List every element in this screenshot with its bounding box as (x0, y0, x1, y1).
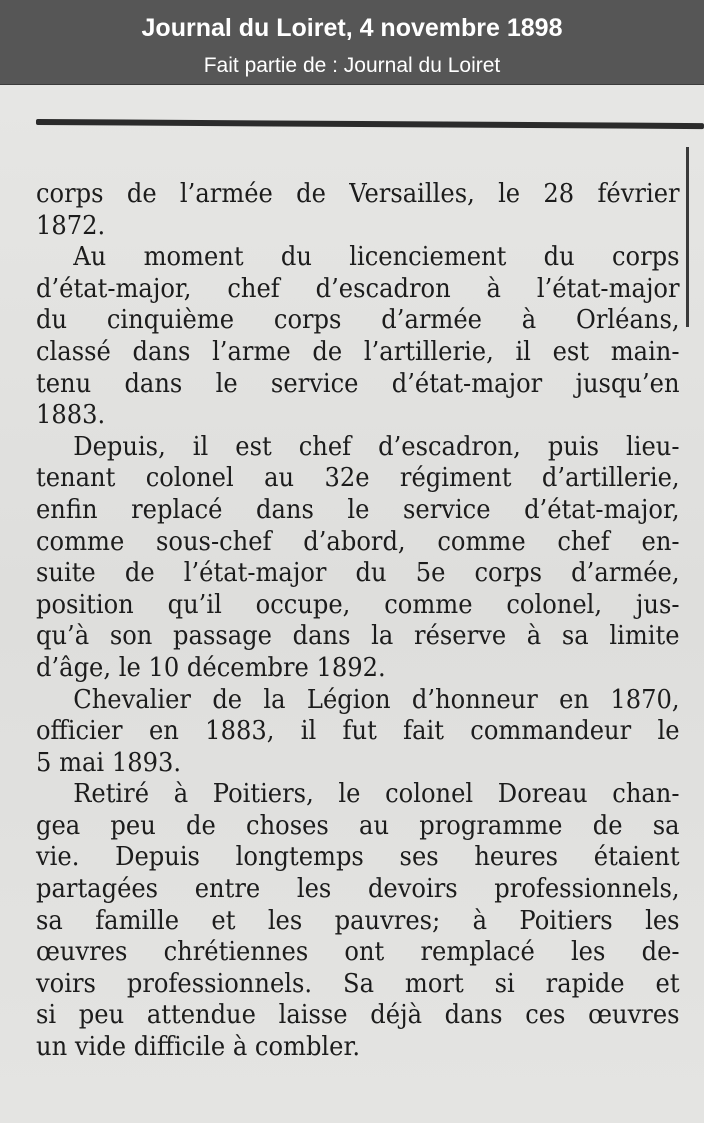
text-line: Retiré à Poitiers, le colonel Doreau chan- (73, 779, 680, 810)
article-text (36, 179, 680, 1064)
text-line: un vide difficile à combler. (36, 1032, 361, 1063)
text-line: qu’à son passage dans la réserve à sa limite (36, 621, 680, 652)
text-line: Chevalier de la Légion d’honneur en 1870, (73, 684, 680, 715)
text-line: comme sous-chef d’abord, comme chef en- (36, 526, 680, 557)
document-title: Journal du Loiret, 4 novembre 1898 (141, 14, 563, 42)
text-line: du cinquième corps d’armée à Orléans, (36, 305, 680, 336)
text-line: Au moment du licenciement du corps (73, 242, 680, 273)
text-line: gea peu de choses au programme de sa (36, 810, 680, 841)
text-line: Depuis, il est chef d’escadron, puis lieu- (73, 431, 680, 462)
text-line: corps de l’armée de Versailles, le 28 février (36, 179, 680, 209)
collection-subtitle: Fait partie de : Journal du Loiret (203, 54, 501, 77)
text-line: enfin replacé dans le service d’état-major, (36, 494, 680, 525)
text-line: classé dans l’arme de l’artillerie, il est main- (36, 336, 680, 367)
text-line: œuvres chrétiennes ont remplacé les de- (36, 937, 680, 968)
document-header (0, 0, 704, 85)
text-line: 5 mai 1893. (36, 747, 182, 778)
text-line: partagées entre les devoirs professionnels, (36, 874, 680, 905)
text-line: vie. Depuis longtemps ses heures étaient (36, 842, 680, 873)
text-line: officier en 1883, il fut fait commandeur le (36, 716, 680, 747)
text-line: voirs professionnels. Sa mort si rapide et (36, 968, 680, 999)
column-top-rule (36, 119, 704, 129)
text-line: 1883. (36, 400, 106, 431)
newspaper-scan (0, 85, 704, 1123)
column-divider (686, 147, 689, 327)
text-line: tenant colonel au 32e régiment d’artillerie, (36, 463, 680, 494)
text-line: tenu dans le service d’état-major jusqu’en (36, 368, 680, 399)
text-line: position qu’il occupe, comme colonel, jus- (36, 589, 680, 620)
text-line: si peu attendue laisse déjà dans ces œuvres (36, 1000, 680, 1031)
text-line: 1872. (36, 210, 106, 241)
text-line: sa famille et les pauvres; à Poitiers les (36, 905, 680, 936)
text-line: d’âge, le 10 décembre 1892. (36, 652, 386, 683)
text-line: suite de l’état-major du 5e corps d’armée, (36, 558, 680, 589)
text-line: d’état-major, chef d’escadron à l’état-major (36, 273, 680, 304)
